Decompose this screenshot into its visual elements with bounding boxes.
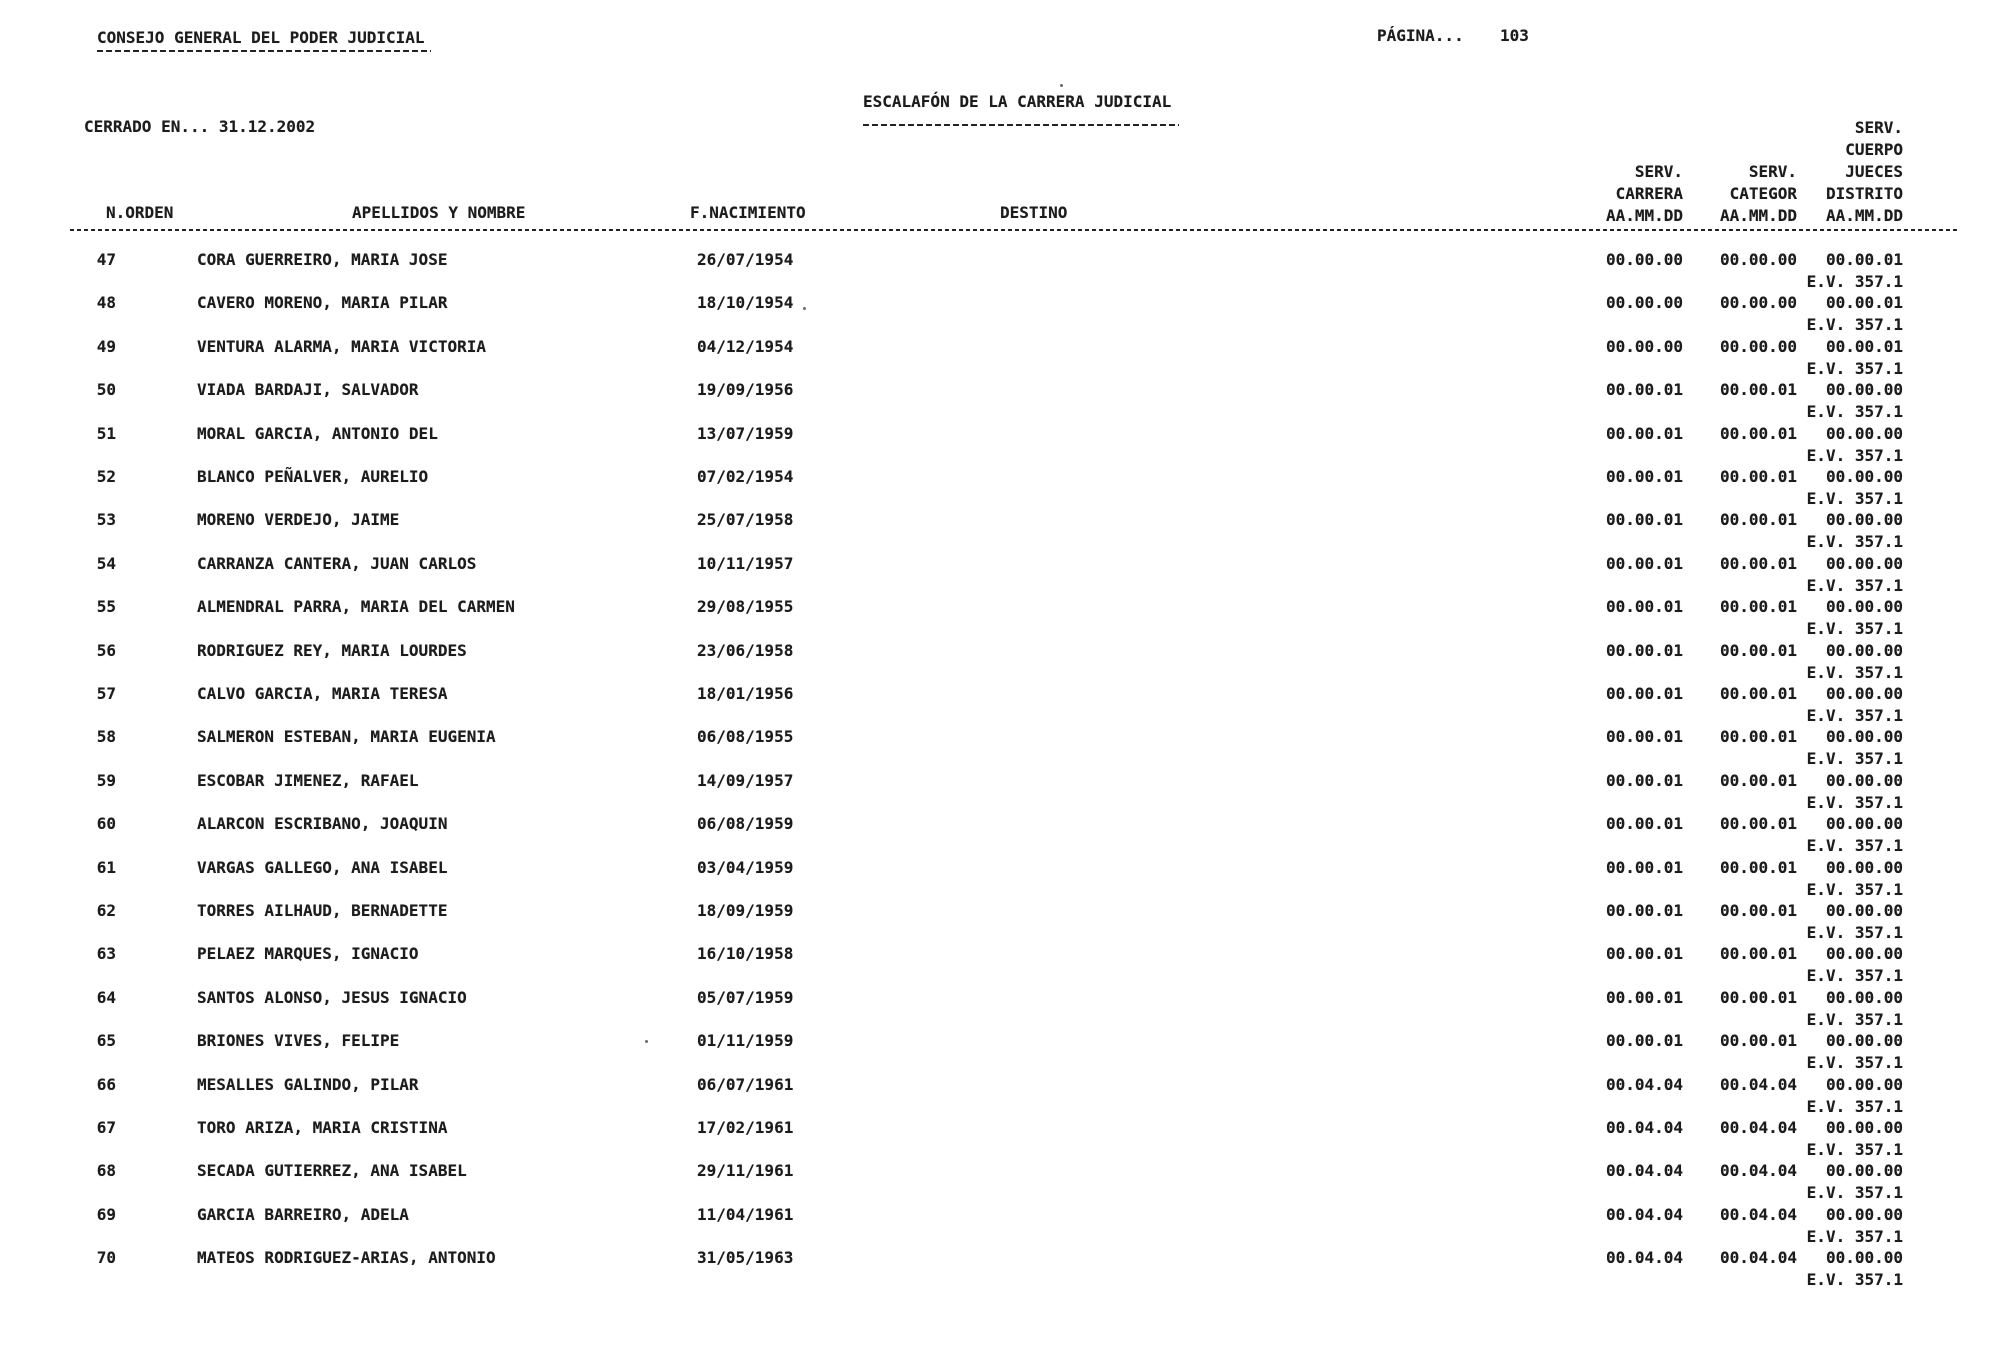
table-row xyxy=(0,814,2000,858)
row-serv-categor: 00.00.01 xyxy=(1719,814,1797,834)
table-row xyxy=(0,1248,2000,1292)
row-serv-categor: 00.00.00 xyxy=(1719,293,1797,313)
table-row xyxy=(0,1031,2000,1075)
row-order-number: 60 xyxy=(96,814,116,834)
row-serv-cuerpo: 00.00.00 xyxy=(1825,1031,1903,1051)
row-serv-categor: 00.00.01 xyxy=(1719,423,1797,443)
row-name: BRIONES VIVES, FELIPE xyxy=(197,1031,400,1051)
closed-date-label: CERRADO EN... 31.12.2002 xyxy=(84,117,316,136)
column-header-line: JUECES xyxy=(1845,162,1903,181)
column-header-line: AA.MM.DD xyxy=(1719,206,1797,225)
row-serv-cuerpo: 00.00.00 xyxy=(1825,1161,1903,1181)
table-row xyxy=(0,641,2000,685)
row-birth-date: 13/07/1959 xyxy=(697,423,794,443)
table-row xyxy=(0,337,2000,381)
row-ev-note: E.V. 357.1 xyxy=(1806,272,1903,291)
row-ev-note: E.V. 357.1 xyxy=(1806,445,1903,465)
row-birth-date: 18/09/1959 xyxy=(697,901,794,920)
row-serv-cuerpo: 00.00.00 xyxy=(1825,1204,1903,1224)
row-name: VENTURA ALARMA, MARIA VICTORIA xyxy=(197,336,486,356)
row-ev-note: E.V. 357.1 xyxy=(1806,662,1903,682)
row-birth-date: 14/09/1957 xyxy=(697,770,794,790)
row-serv-carrera: 00.00.00 xyxy=(1605,250,1683,269)
row-serv-carrera: 00.00.01 xyxy=(1605,380,1683,400)
row-name: SANTOS ALONSO, JESUS IGNACIO xyxy=(197,987,467,1007)
row-birth-date: 25/07/1958 xyxy=(697,510,794,530)
row-name: ESCOBAR JIMENEZ, RAFAEL xyxy=(197,770,419,790)
row-order-number: 70 xyxy=(96,1248,116,1268)
row-ev-note: E.V. 357.1 xyxy=(1806,358,1903,378)
column-header-serv-cuerpo xyxy=(1790,117,1903,227)
row-ev-note: E.V. 357.1 xyxy=(1806,1226,1903,1246)
row-serv-carrera: 00.04.04 xyxy=(1605,1204,1683,1224)
row-birth-date: 06/08/1959 xyxy=(697,814,794,834)
row-name: CAVERO MORENO, MARIA PILAR xyxy=(197,293,448,313)
row-serv-carrera: 00.04.04 xyxy=(1605,1248,1683,1268)
row-order-number: 53 xyxy=(96,510,116,530)
row-order-number: 55 xyxy=(96,597,116,617)
row-ev-note: E.V. 357.1 xyxy=(1806,1270,1903,1290)
row-name: PELAEZ MARQUES, IGNACIO xyxy=(197,944,419,964)
row-name: TORO ARIZA, MARIA CRISTINA xyxy=(197,1118,448,1137)
row-serv-carrera: 00.00.01 xyxy=(1605,510,1683,530)
row-name: VARGAS GALLEGO, ANA ISABEL xyxy=(197,857,448,877)
row-birth-date: 07/02/1954 xyxy=(697,467,794,486)
row-serv-carrera: 00.00.01 xyxy=(1605,640,1683,660)
document-title: ESCALAFÓN DE LA CARRERA JUDICIAL xyxy=(863,92,1172,111)
row-serv-carrera: 00.00.01 xyxy=(1605,944,1683,964)
row-order-number: 48 xyxy=(96,293,116,313)
scan-artifact-dot xyxy=(1060,84,1063,87)
row-name: MATEOS RODRIGUEZ-ARIAS, ANTONIO xyxy=(197,1248,496,1268)
row-serv-categor: 00.00.01 xyxy=(1719,597,1797,617)
row-serv-carrera: 00.04.04 xyxy=(1605,1118,1683,1137)
row-order-number: 67 xyxy=(96,1118,116,1137)
row-order-number: 61 xyxy=(96,857,116,877)
row-serv-categor: 00.00.01 xyxy=(1719,944,1797,964)
row-name: MORENO VERDEJO, JAIME xyxy=(197,510,400,530)
row-serv-categor: 00.04.04 xyxy=(1719,1204,1797,1224)
column-header-line: CATEGOR xyxy=(1729,184,1797,203)
row-birth-date: 17/02/1961 xyxy=(697,1118,794,1137)
row-name: MORAL GARCIA, ANTONIO DEL xyxy=(197,423,438,443)
row-serv-carrera: 00.00.00 xyxy=(1605,293,1683,313)
row-serv-cuerpo: 00.00.00 xyxy=(1825,814,1903,834)
row-serv-categor: 00.00.01 xyxy=(1719,467,1797,486)
row-order-number: 57 xyxy=(96,684,116,703)
row-ev-note: E.V. 357.1 xyxy=(1806,1140,1903,1159)
row-serv-cuerpo: 00.00.00 xyxy=(1825,510,1903,530)
table-row xyxy=(0,727,2000,771)
row-serv-carrera: 00.00.01 xyxy=(1605,901,1683,920)
column-header-serv-carrera xyxy=(1570,161,1683,227)
row-order-number: 51 xyxy=(96,423,116,443)
table-row xyxy=(0,988,2000,1032)
row-ev-note: E.V. 357.1 xyxy=(1806,749,1903,769)
row-order-number: 65 xyxy=(96,1031,116,1051)
row-name: VIADA BARDAJI, SALVADOR xyxy=(197,380,419,400)
row-birth-date: 18/01/1956 xyxy=(697,684,794,703)
row-birth-date: 16/10/1958 xyxy=(697,944,794,964)
row-serv-categor: 00.00.01 xyxy=(1719,684,1797,703)
row-serv-categor: 00.00.00 xyxy=(1719,250,1797,269)
column-header-name: APELLIDOS Y NOMBRE xyxy=(352,203,526,222)
row-ev-note: E.V. 357.1 xyxy=(1806,706,1903,725)
row-ev-note: E.V. 357.1 xyxy=(1806,1096,1903,1116)
column-header-line: DISTRITO xyxy=(1825,184,1903,203)
row-name: ALARCON ESCRIBANO, JOAQUIN xyxy=(197,814,448,834)
row-serv-carrera: 00.00.01 xyxy=(1605,770,1683,790)
column-header-line: SERV. xyxy=(1748,162,1797,181)
table-row xyxy=(0,293,2000,337)
row-birth-date: 04/12/1954 xyxy=(697,336,794,356)
row-serv-categor: 00.00.01 xyxy=(1719,640,1797,660)
row-serv-carrera: 00.00.01 xyxy=(1605,857,1683,877)
row-serv-cuerpo: 00.00.00 xyxy=(1825,727,1903,747)
row-serv-cuerpo: 00.00.00 xyxy=(1825,987,1903,1007)
table-row xyxy=(0,554,2000,598)
row-serv-cuerpo: 00.00.01 xyxy=(1825,293,1903,313)
row-serv-carrera: 00.00.01 xyxy=(1605,987,1683,1007)
header-separator-line xyxy=(70,229,1958,231)
row-serv-cuerpo: 00.00.01 xyxy=(1825,250,1903,269)
row-name: ALMENDRAL PARRA, MARIA DEL CARMEN xyxy=(197,597,515,617)
row-name: CORA GUERREIRO, MARIA JOSE xyxy=(197,250,448,269)
row-name: RODRIGUEZ REY, MARIA LOURDES xyxy=(197,640,467,660)
row-order-number: 49 xyxy=(96,336,116,356)
table-row xyxy=(0,1161,2000,1205)
row-serv-cuerpo: 00.00.00 xyxy=(1825,684,1903,703)
organization-underline xyxy=(97,50,431,52)
row-birth-date: 06/07/1961 xyxy=(697,1074,794,1094)
row-birth-date: 01/11/1959 xyxy=(697,1031,794,1051)
table-row xyxy=(0,1205,2000,1249)
row-order-number: 47 xyxy=(96,250,116,269)
row-name: CALVO GARCIA, MARIA TERESA xyxy=(197,684,448,703)
row-ev-note: E.V. 357.1 xyxy=(1806,575,1903,595)
table-row xyxy=(0,944,2000,988)
row-serv-cuerpo: 00.00.00 xyxy=(1825,1074,1903,1094)
table-row xyxy=(0,684,2000,728)
row-ev-note: E.V. 357.1 xyxy=(1806,966,1903,986)
row-order-number: 69 xyxy=(96,1204,116,1224)
row-serv-categor: 00.00.01 xyxy=(1719,510,1797,530)
row-order-number: 66 xyxy=(96,1074,116,1094)
row-order-number: 58 xyxy=(96,727,116,747)
table-row xyxy=(0,858,2000,902)
title-underline xyxy=(863,124,1179,126)
row-serv-cuerpo: 00.00.00 xyxy=(1825,553,1903,573)
row-ev-note: E.V. 357.1 xyxy=(1806,836,1903,856)
row-serv-cuerpo: 00.00.00 xyxy=(1825,597,1903,617)
row-serv-cuerpo: 00.00.00 xyxy=(1825,1118,1903,1137)
row-order-number: 54 xyxy=(96,553,116,573)
row-serv-cuerpo: 00.00.00 xyxy=(1825,640,1903,660)
row-ev-note: E.V. 357.1 xyxy=(1806,1009,1903,1029)
row-birth-date: 26/07/1954 xyxy=(697,250,794,269)
row-ev-note: E.V. 357.1 xyxy=(1806,1053,1903,1073)
row-serv-carrera: 00.00.01 xyxy=(1605,727,1683,747)
row-serv-carrera: 00.00.01 xyxy=(1605,1031,1683,1051)
row-name: GARCIA BARREIRO, ADELA xyxy=(197,1204,409,1224)
row-order-number: 68 xyxy=(96,1161,116,1181)
row-serv-cuerpo: 00.00.00 xyxy=(1825,857,1903,877)
row-serv-cuerpo: 00.00.00 xyxy=(1825,423,1903,443)
row-serv-cuerpo: 00.00.00 xyxy=(1825,770,1903,790)
row-serv-categor: 00.00.01 xyxy=(1719,901,1797,920)
row-birth-date: 03/04/1959 xyxy=(697,857,794,877)
row-birth-date: 23/06/1958 xyxy=(697,640,794,660)
page-label: PÁGINA... xyxy=(1377,26,1464,45)
row-serv-carrera: 00.04.04 xyxy=(1605,1074,1683,1094)
row-ev-note: E.V. 357.1 xyxy=(1806,489,1903,508)
table-row xyxy=(0,597,2000,641)
row-ev-note: E.V. 357.1 xyxy=(1806,923,1903,942)
row-order-number: 63 xyxy=(96,944,116,964)
row-serv-categor: 00.00.00 xyxy=(1719,336,1797,356)
row-serv-cuerpo: 00.00.00 xyxy=(1825,901,1903,920)
row-name: SECADA GUTIERREZ, ANA ISABEL xyxy=(197,1161,467,1181)
table-row xyxy=(0,467,2000,511)
row-serv-categor: 00.04.04 xyxy=(1719,1161,1797,1181)
row-serv-categor: 00.00.01 xyxy=(1719,987,1797,1007)
column-header-order: N.ORDEN xyxy=(106,203,174,222)
table-row xyxy=(0,1118,2000,1162)
row-serv-cuerpo: 00.00.00 xyxy=(1825,1248,1903,1268)
row-birth-date: 19/09/1956 xyxy=(697,380,794,400)
row-ev-note: E.V. 357.1 xyxy=(1806,532,1903,552)
row-serv-carrera: 00.00.00 xyxy=(1605,336,1683,356)
row-serv-categor: 00.04.04 xyxy=(1719,1248,1797,1268)
column-header-line: CARRERA xyxy=(1615,184,1683,203)
row-order-number: 59 xyxy=(96,770,116,790)
column-header-line: AA.MM.DD xyxy=(1605,206,1683,225)
row-order-number: 50 xyxy=(96,380,116,400)
row-birth-date: 10/11/1957 xyxy=(697,553,794,573)
row-serv-cuerpo: 00.00.01 xyxy=(1825,336,1903,356)
row-serv-categor: 00.04.04 xyxy=(1719,1074,1797,1094)
table-row xyxy=(0,901,2000,945)
table-row xyxy=(0,250,2000,294)
scan-artifact-dot xyxy=(645,1040,648,1043)
table-row xyxy=(0,380,2000,424)
table-row xyxy=(0,424,2000,468)
table-row xyxy=(0,510,2000,554)
row-ev-note: E.V. 357.1 xyxy=(1806,402,1903,422)
scan-artifact-dot xyxy=(803,307,806,310)
row-serv-carrera: 00.00.01 xyxy=(1605,597,1683,617)
row-birth-date: 05/07/1959 xyxy=(697,987,794,1007)
row-order-number: 62 xyxy=(96,901,116,920)
row-serv-categor: 00.00.01 xyxy=(1719,770,1797,790)
row-birth-date: 29/11/1961 xyxy=(697,1161,794,1181)
row-serv-carrera: 00.00.01 xyxy=(1605,423,1683,443)
row-name: MESALLES GALINDO, PILAR xyxy=(197,1074,419,1094)
row-serv-cuerpo: 00.00.00 xyxy=(1825,944,1903,964)
row-ev-note: E.V. 357.1 xyxy=(1806,792,1903,812)
row-serv-categor: 00.00.01 xyxy=(1719,380,1797,400)
row-serv-carrera: 00.00.01 xyxy=(1605,684,1683,703)
row-serv-cuerpo: 00.00.00 xyxy=(1825,380,1903,400)
row-serv-carrera: 00.00.01 xyxy=(1605,553,1683,573)
column-header-line: AA.MM.DD xyxy=(1825,206,1903,225)
row-order-number: 64 xyxy=(96,987,116,1007)
row-serv-categor: 00.00.01 xyxy=(1719,727,1797,747)
column-header-serv-categor xyxy=(1684,161,1797,227)
row-name: TORRES AILHAUD, BERNADETTE xyxy=(197,901,448,920)
row-ev-note: E.V. 357.1 xyxy=(1806,879,1903,899)
row-serv-categor: 00.04.04 xyxy=(1719,1118,1797,1137)
organization-name: CONSEJO GENERAL DEL PODER JUDICIAL xyxy=(97,28,425,47)
row-birth-date: 18/10/1954 xyxy=(697,293,794,313)
row-name: SALMERON ESTEBAN, MARIA EUGENIA xyxy=(197,727,496,747)
row-name: BLANCO PEÑALVER, AURELIO xyxy=(197,467,429,486)
row-serv-carrera: 00.00.01 xyxy=(1605,467,1683,486)
column-header-line: SERV. xyxy=(1854,118,1903,137)
row-birth-date: 31/05/1963 xyxy=(697,1248,794,1268)
row-order-number: 52 xyxy=(96,467,116,486)
row-name: CARRANZA CANTERA, JUAN CARLOS xyxy=(197,553,477,573)
row-serv-categor: 00.00.01 xyxy=(1719,1031,1797,1051)
row-order-number: 56 xyxy=(96,640,116,660)
row-serv-categor: 00.00.01 xyxy=(1719,553,1797,573)
row-serv-cuerpo: 00.00.00 xyxy=(1825,467,1903,486)
row-ev-note: E.V. 357.1 xyxy=(1806,315,1903,335)
row-serv-categor: 00.00.01 xyxy=(1719,857,1797,877)
table-row xyxy=(0,771,2000,815)
column-header-birth: F.NACIMIENTO xyxy=(690,203,806,222)
row-ev-note: E.V. 357.1 xyxy=(1806,1183,1903,1203)
row-birth-date: 29/08/1955 xyxy=(697,597,794,617)
row-ev-note: E.V. 357.1 xyxy=(1806,619,1903,639)
column-header-line: SERV. xyxy=(1634,162,1683,181)
column-header-line: CUERPO xyxy=(1845,140,1903,159)
row-serv-carrera: 00.00.01 xyxy=(1605,814,1683,834)
table-row xyxy=(0,1075,2000,1119)
row-birth-date: 11/04/1961 xyxy=(697,1204,794,1224)
column-header-destination: DESTINO xyxy=(1000,203,1068,222)
row-serv-carrera: 00.04.04 xyxy=(1605,1161,1683,1181)
row-birth-date: 06/08/1955 xyxy=(697,727,794,747)
page-number: 103 xyxy=(1500,26,1529,45)
